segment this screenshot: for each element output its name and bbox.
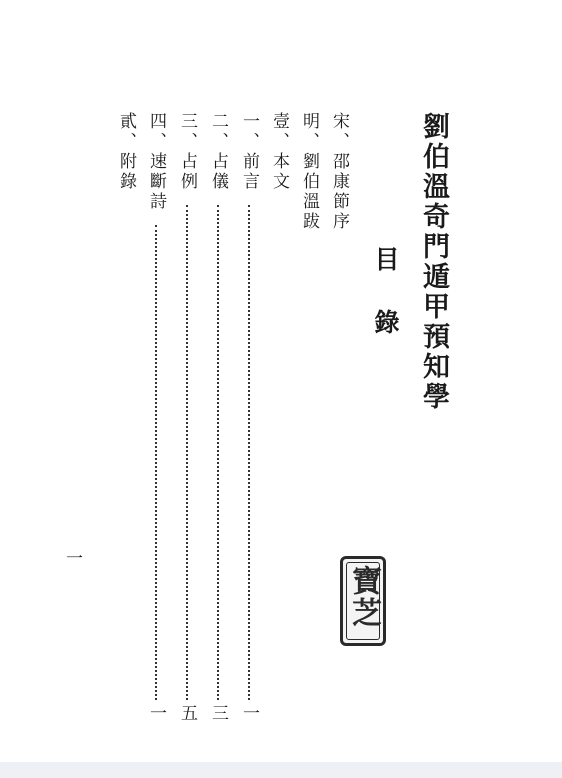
- toc-entry-quick-verses: 四、速斷詩: [146, 112, 166, 212]
- toc-leader-dots: [217, 205, 219, 700]
- toc-page-number: 五: [177, 704, 197, 721]
- toc-page-number: 一: [239, 704, 259, 721]
- toc-entry-postscript: 明、劉伯溫跋: [299, 112, 319, 232]
- toc-entry-introduction: 一、前言: [239, 112, 259, 192]
- seal-stamp: [340, 556, 386, 646]
- viewer-bottom-bar: [0, 762, 562, 778]
- toc-entry-main-text: 壹、本文: [269, 112, 289, 192]
- book-title: 劉伯溫奇門遁甲預知學: [418, 112, 449, 412]
- toc-page-number: 一: [146, 704, 166, 721]
- seal-text: 寶芝: [346, 565, 381, 629]
- page-marker: 一: [62, 549, 82, 566]
- toc-entry-divination-examples: 三、占例: [177, 112, 197, 192]
- toc-leader-dots: [155, 225, 157, 700]
- toc-page-number: 三: [208, 704, 228, 721]
- toc-entry-appendix: 貳、附錄: [116, 112, 136, 192]
- toc-leader-dots: [248, 205, 250, 700]
- toc-entry-preface: 宋、邵康節序: [329, 112, 349, 232]
- toc-leader-dots: [186, 205, 188, 700]
- toc-heading: 目錄: [371, 246, 400, 372]
- toc-entry-divination-rites: 二、占儀: [208, 112, 228, 192]
